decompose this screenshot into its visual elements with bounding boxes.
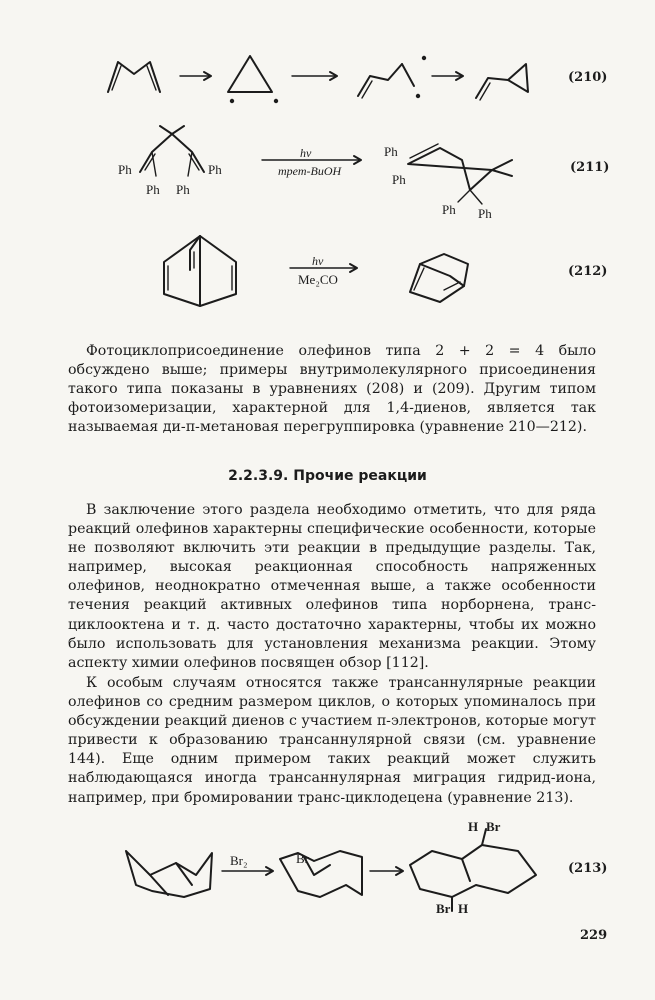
equation-212: [0, 220, 655, 320]
barrelene-structure: [0, 220, 655, 320]
paragraph-other-reactions: В заключение этого раздела необходимо отметить, что для ряда реакций олефинов характерны специфические особенности, которые не позволяют включить эти реакции в предыдущие разделы. Так, например, высокая реакционная способность напряженных олефинов, неоднократно отмеченная выше, а также особенности течения реакций активных олефинов типа норборнена, транс-циклооктена и т. д. часто достаточно характерны, чтобы их можно было использовать для установления механизма реакции. Этому аспекту химии олефинов посвящен обзор [112].: [68, 502, 596, 671]
ph-label: Ph: [146, 182, 160, 197]
equation-number: (213): [568, 861, 608, 876]
pentadiene-structure: [0, 0, 655, 120]
equation-number: (210): [568, 70, 608, 85]
reagent-light: hν: [300, 146, 312, 160]
bromine-label: Br: [436, 901, 451, 916]
reagent-solvent: трет-BuOH: [278, 164, 342, 178]
hydrogen-label: H: [468, 819, 479, 834]
bromonium-label: Br: [296, 851, 309, 866]
hydrogen-label: H: [458, 901, 469, 916]
ph-label: Ph: [478, 206, 492, 221]
paragraph-photocycloaddition: Фотоциклоприсоединение олефинов типа 2 + 2 = 4 было обсуждено выше; примеры внутримолекулярного присоединения такого типа показаны в уравнениях (208) и (209). Другим типом фотоизомеризации, характерной для 1,4-диенов, является так называемая ди-π-метановая перегруппировка (уравнение 210—212).: [68, 343, 596, 436]
bromine-label: Br: [486, 819, 501, 834]
ph-label: Ph: [208, 162, 222, 177]
ph-label: Ph: [392, 172, 406, 187]
section-heading: 2.2.3.9. Прочие реакции: [228, 468, 427, 484]
ph-label: Ph: [118, 162, 132, 177]
equation-211: [0, 120, 655, 220]
reagent-bromine: Br₂: [230, 853, 248, 868]
equation-number: (212): [568, 264, 608, 279]
ph-label: Ph: [384, 144, 398, 159]
ph-label: Ph: [442, 202, 456, 217]
equation-number: (211): [570, 160, 610, 175]
ph-label: Ph: [176, 182, 190, 197]
reagent-solvent: Me₂CO: [298, 272, 338, 287]
paragraph-transannular: К особым случаям относятся также трансаннулярные реакции олефинов со средним размером циклов, о которых упоминалось при обсуждении реакций диенов с участием π-электронов, которые могут привести к образованию трансаннулярной связи (см. уравнение 144). Еще одним примером таких реакций может служить наблюдающаяся иногда трансаннулярная миграция гидрид-иона, например, при бромировании транс-циклодецена (уравнение 213).: [68, 675, 596, 806]
equation-213: [0, 815, 655, 925]
cyclodecene-bromination-structures: [0, 815, 655, 925]
page-number: 229: [580, 928, 608, 943]
reagent-light: hν: [312, 254, 324, 268]
equation-210: [0, 0, 655, 120]
